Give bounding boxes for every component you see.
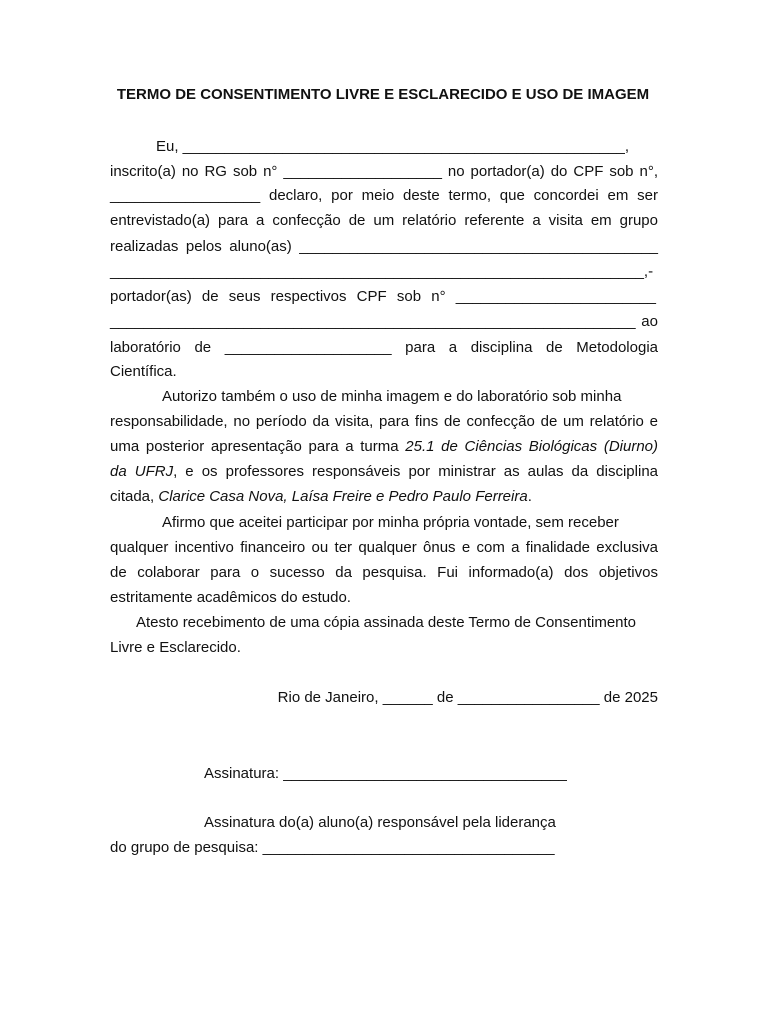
paragraph-line: Livre e Esclarecido. [110, 639, 241, 656]
signature-line: Assinatura: __________________________________ [204, 765, 567, 782]
text-span: citada, [110, 488, 159, 505]
paragraph-line [110, 437, 658, 457]
paragraph-line: realizadas pelos aluno(as) ___________________________________________ [110, 238, 658, 255]
paragraph-line: Atesto recebimento de uma cópia assinada deste Termo de Consentimento [136, 614, 637, 631]
paragraph-line: entrevistado(a) para a confecção de um relatório referente a visita em grupo [110, 212, 658, 229]
professor-names: Clarice Casa Nova, Laísa Freire e Pedro Paulo Ferreira [158, 488, 528, 505]
paragraph-line: portador(as) de seus respectivos CPF sob n° ________________________ [110, 288, 656, 305]
paragraph-line [110, 487, 532, 507]
paragraph-line: Científica. [110, 363, 177, 380]
date-line: Rio de Janeiro, ______ de _________________ de 2025 [277, 689, 658, 706]
paragraph-line: laboratório de ____________________ para a disciplina de Metodologia [110, 339, 658, 356]
paragraph-line: inscrito(a) no RG sob n° ___________________ no portador(a) do CPF sob n°, [110, 163, 658, 180]
paragraph-line: Autorizo também o uso de minha imagem e do laboratório sob minha [162, 388, 622, 405]
text-span: , e os professores responsáveis por ministrar as aulas da disciplina [173, 463, 659, 480]
paragraph-line: responsabilidade, no período da visita, para fins de confecção de um relatório e [110, 413, 658, 430]
paragraph-line: estritamente acadêmicos do estudo. [110, 589, 351, 606]
text-span: uma posterior apresentação para a turma [110, 438, 406, 455]
document-title: TERMO DE CONSENTIMENTO LIVRE E ESCLARECIDO E USO DE IMAGEM [116, 86, 650, 103]
leader-signature-line: do grupo de pesquisa: ___________________________________ [110, 839, 555, 856]
paragraph-line: de colaborar para o sucesso da pesquisa. Fui informado(a) dos objetivos [110, 564, 658, 581]
paragraph-line: Afirmo que aceitei participar por minha própria vontade, sem receber [162, 514, 619, 531]
leader-signature-label: Assinatura do(a) aluno(a) responsável pela liderança [204, 814, 556, 831]
university-name: da UFRJ [110, 463, 174, 480]
text-span: . [527, 488, 532, 505]
paragraph-line: qualquer incentivo financeiro ou ter qualquer ônus e com a finalidade exclusiva [110, 539, 658, 556]
paragraph-line: __________________ declaro, por meio deste termo, que concordei em ser [110, 187, 658, 204]
paragraph-line: ________________________________________________________________,- [110, 263, 654, 280]
paragraph-line: _______________________________________________________________ ao [110, 313, 658, 330]
class-name: 25.1 de Ciências Biológicas (Diurno) [405, 438, 659, 455]
paragraph-line [110, 462, 658, 482]
paragraph-line: Eu, _____________________________________________________, [156, 138, 629, 155]
